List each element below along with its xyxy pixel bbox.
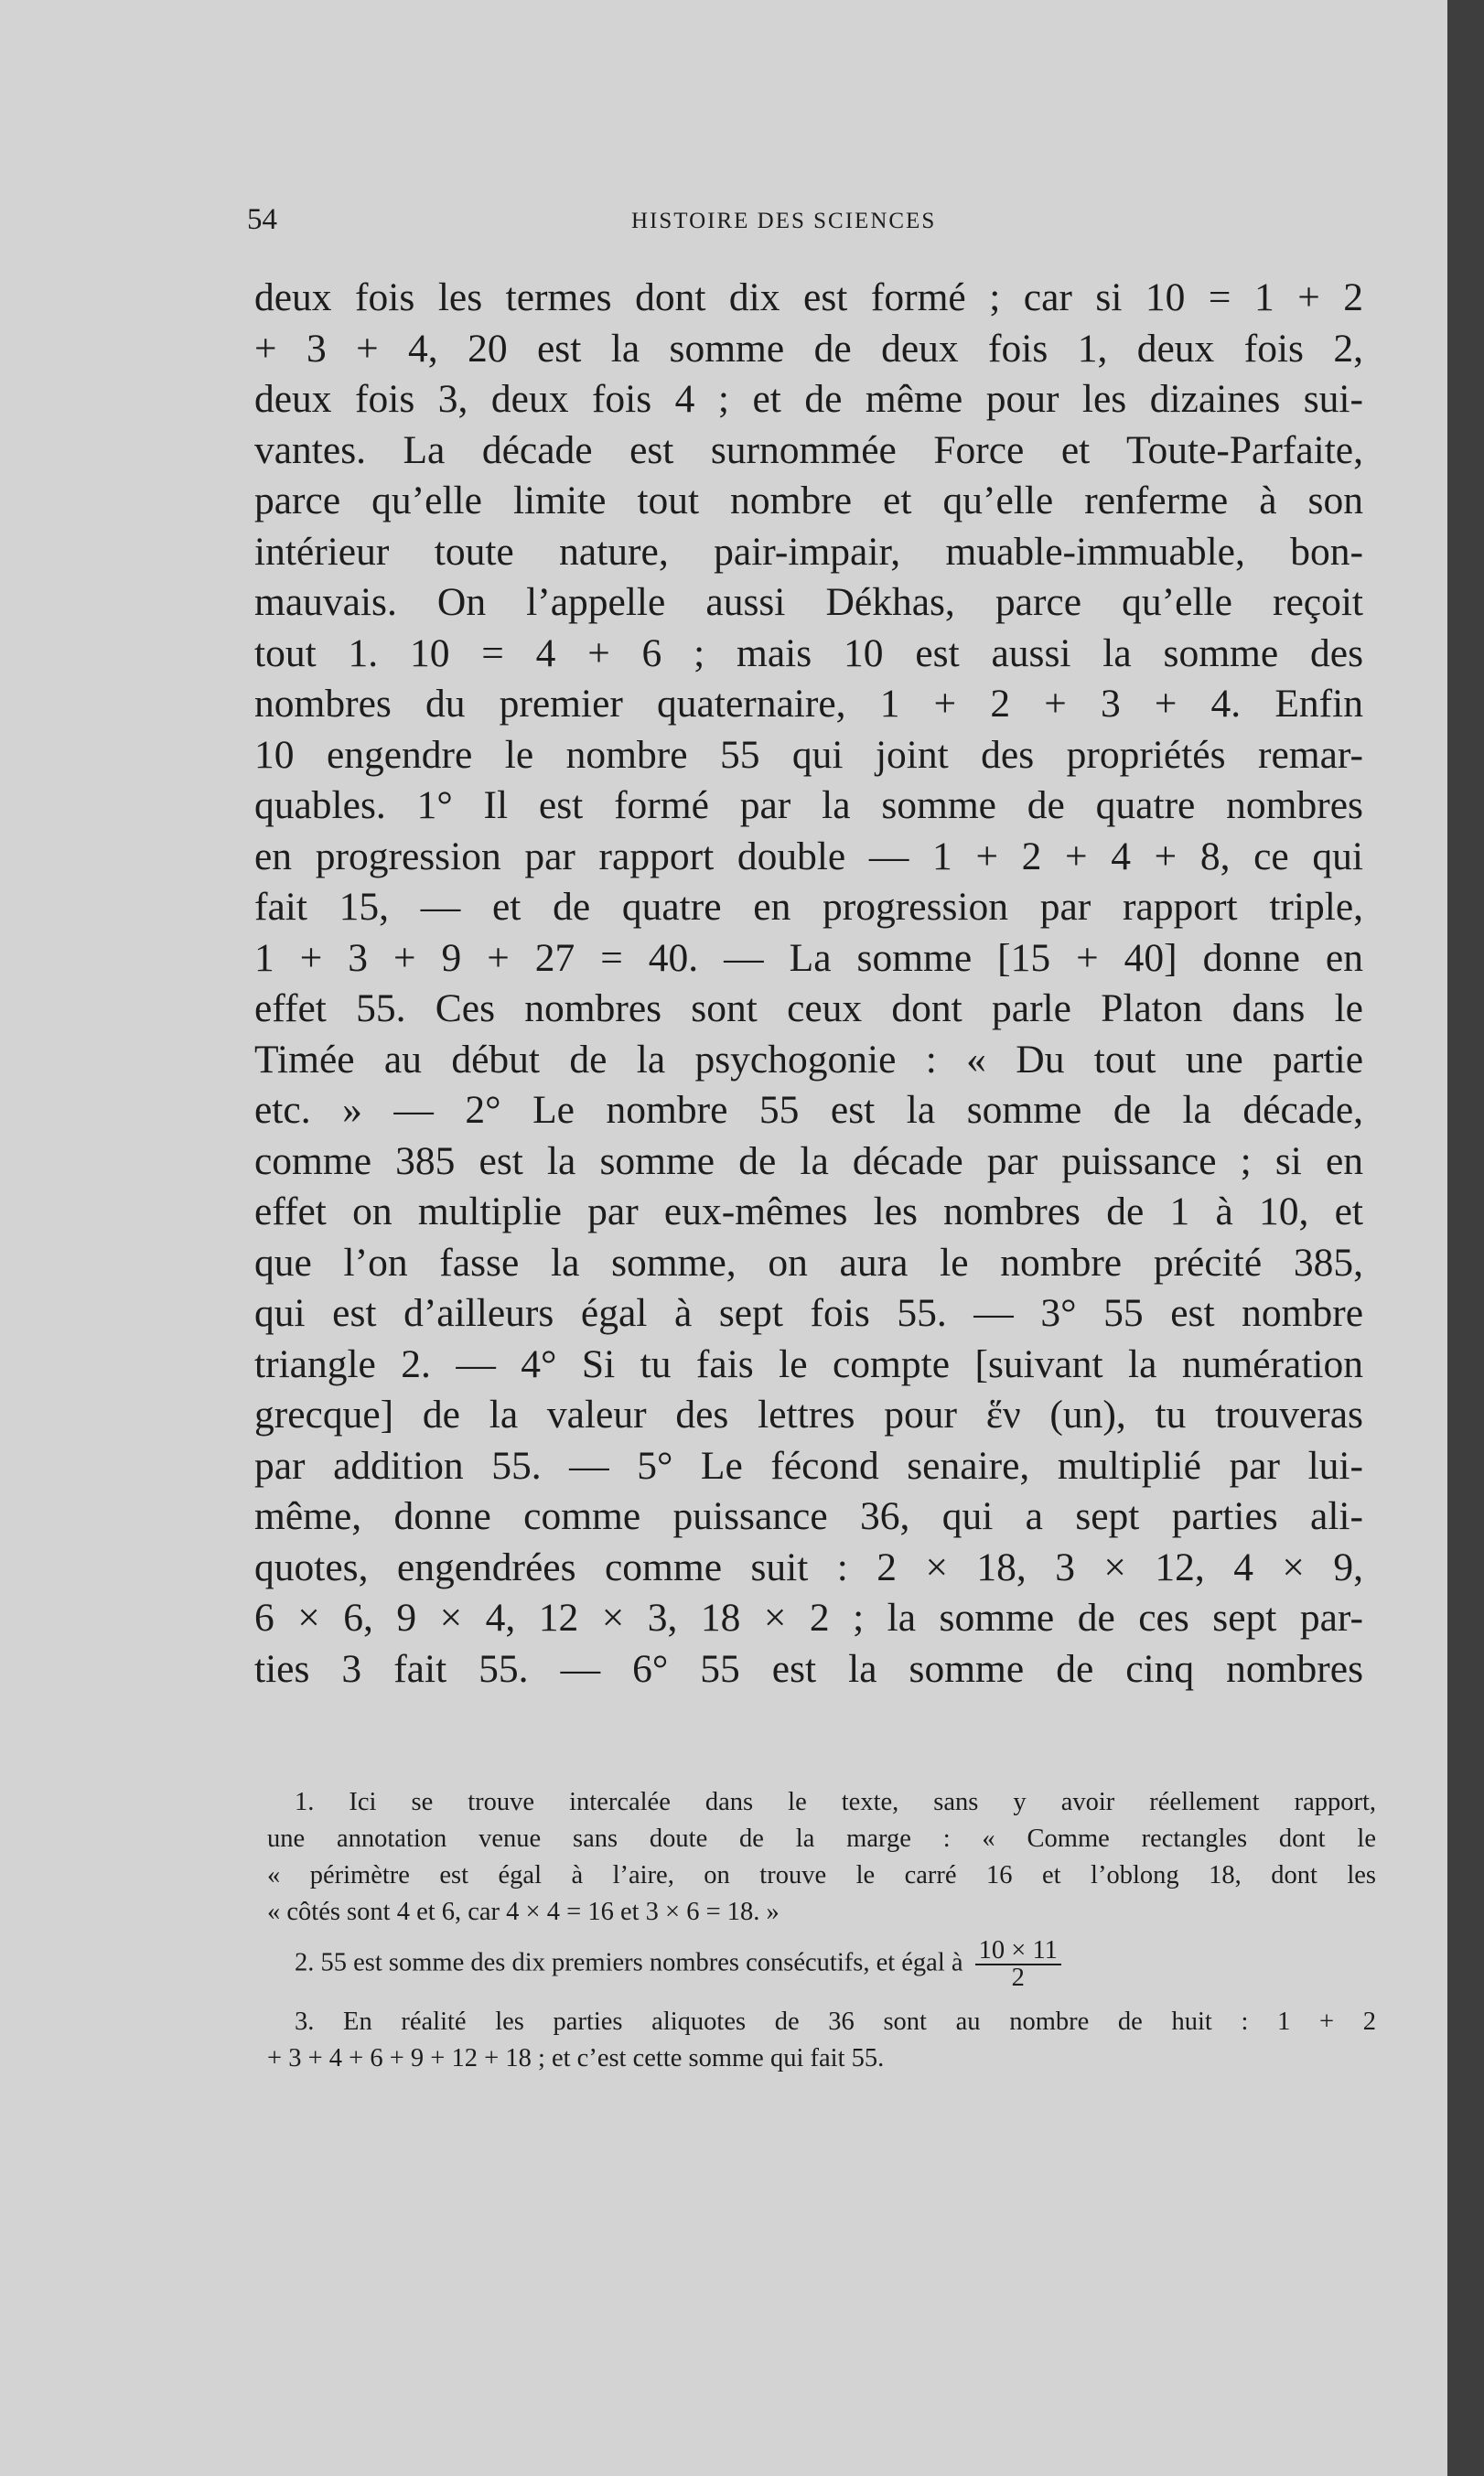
text-line: ties 3 fait 55. — 6° 55 est la somme de cinq nombres — [254, 1646, 1363, 1691]
text-line: 6 × 6, 9 × 4, 12 × 3, 18 × 2 ; la somme de ces sept par- — [254, 1596, 1363, 1640]
footnote-line: + 3 + 4 + 6 + 9 + 12 + 18 ; et c’est cette somme qui fait 55. — [267, 2044, 885, 2072]
text-line: mauvais. On l’appelle aussi Dékhas, parce qu’elle reçoit — [254, 580, 1363, 624]
footnote-2 — [267, 1938, 1376, 1991]
text-line: effet on multiplie par eux-mêmes les nombres de 1 à 10, et — [254, 1190, 1363, 1233]
text-line: etc. » — 2° Le nombre 55 est la somme de la décade, — [254, 1088, 1363, 1132]
main-text — [254, 273, 1363, 1695]
text-line: Timée au début de la psychogonie : « Du tout une partie — [254, 1037, 1363, 1082]
fraction-numerator: 10 × 11 — [975, 1938, 1061, 1965]
page-edge-shadow — [1447, 0, 1484, 2476]
footnote-line: 1. Ici se trouve intercalée dans le texte, sans y avoir réellement rapport, — [295, 1788, 1376, 1816]
text-line: par addition 55. — 5° Le fécond senaire, multiplié par lui- — [254, 1443, 1363, 1488]
text-line: effet 55. Ces nombres sont ceux dont parle Platon dans le — [254, 986, 1363, 1030]
text-line: nombres du premier quaternaire, 1 + 2 + 3 + 4. Enfin — [254, 682, 1363, 726]
fraction — [975, 1938, 1061, 1991]
footnote-2-text: 2. 55 est somme des dix premiers nombres consécutifs, et égal à — [295, 1948, 963, 1977]
running-head: HISTOIRE DES SCIENCES — [631, 209, 937, 233]
text-line: + 3 + 4, 20 est la somme de deux fois 1, deux fois 2, — [254, 326, 1363, 371]
footnotes — [267, 1784, 1376, 2077]
footnote-line: 3. En réalité les parties aliquotes de 36 sont au nombre de huit : 1 + 2 — [295, 2008, 1376, 2036]
text-line: quables. 1° Il est formé par la somme de quatre nombres — [254, 783, 1363, 827]
text-line: même, donne comme puissance 36, qui a sept parties ali- — [254, 1494, 1363, 1538]
footnote-3 — [267, 2004, 1376, 2077]
page-header — [247, 203, 1359, 240]
footnote-line: « côtés sont 4 et 6, car 4 × 4 = 16 et 3 × 6 = 18. » — [267, 1898, 780, 1926]
text-line: en progression par rapport double — 1 + 2 + 4 + 8, ce qui — [254, 834, 1363, 878]
text-line: deux fois 3, deux fois 4 ; et de même pour les dizaines sui- — [254, 377, 1363, 421]
text-line: quotes, engendrées comme suit : 2 × 18, 3 × 12, 4 × 9, — [254, 1545, 1363, 1589]
text-line: que l’on fasse la somme, on aura le nombre précité 385, — [254, 1240, 1363, 1285]
text-line: 10 engendre le nombre 55 qui joint des propriétés remar- — [254, 732, 1363, 777]
text-line: 1 + 3 + 9 + 27 = 40. — La somme [15 + 40] donne en — [254, 935, 1363, 980]
text-line: qui est d’ailleurs égal à sept fois 55. — 3° 55 est nombre — [254, 1291, 1363, 1335]
footnote-line: une annotation venue sans doute de la marge : « Comme rectangles dont le — [267, 1825, 1376, 1853]
page-number: 54 — [247, 203, 277, 236]
footnote-1 — [267, 1784, 1376, 1931]
text-line: vantes. La décade est surnommée Force et Toute-Parfaite, — [254, 427, 1363, 472]
text-line: parce qu’elle limite tout nombre et qu’elle renferme à son — [254, 479, 1363, 522]
text-line: triangle 2. — 4° Si tu fais le compte [suivant la numération — [254, 1341, 1363, 1386]
text-line: tout 1. 10 = 4 + 6 ; mais 10 est aussi la somme des — [254, 630, 1363, 675]
text-line: comme 385 est la somme de la décade par puissance ; si en — [254, 1138, 1363, 1183]
text-line: intérieur toute nature, pair-impair, muable-immuable, bon- — [254, 529, 1363, 574]
fraction-denominator: 2 — [1011, 1964, 1025, 1992]
footnote-line: « périmètre est égal à l’aire, on trouve le carré 16 et l’oblong 18, dont les — [267, 1861, 1376, 1889]
text-line: grecque] de la valeur des lettres pour ἕν (un), tu trouveras — [254, 1393, 1363, 1437]
text-line: fait 15, — et de quatre en progression par rapport triple, — [254, 885, 1363, 929]
text-line: deux fois les termes dont dix est formé ; car si 10 = 1 + 2 — [254, 275, 1363, 319]
